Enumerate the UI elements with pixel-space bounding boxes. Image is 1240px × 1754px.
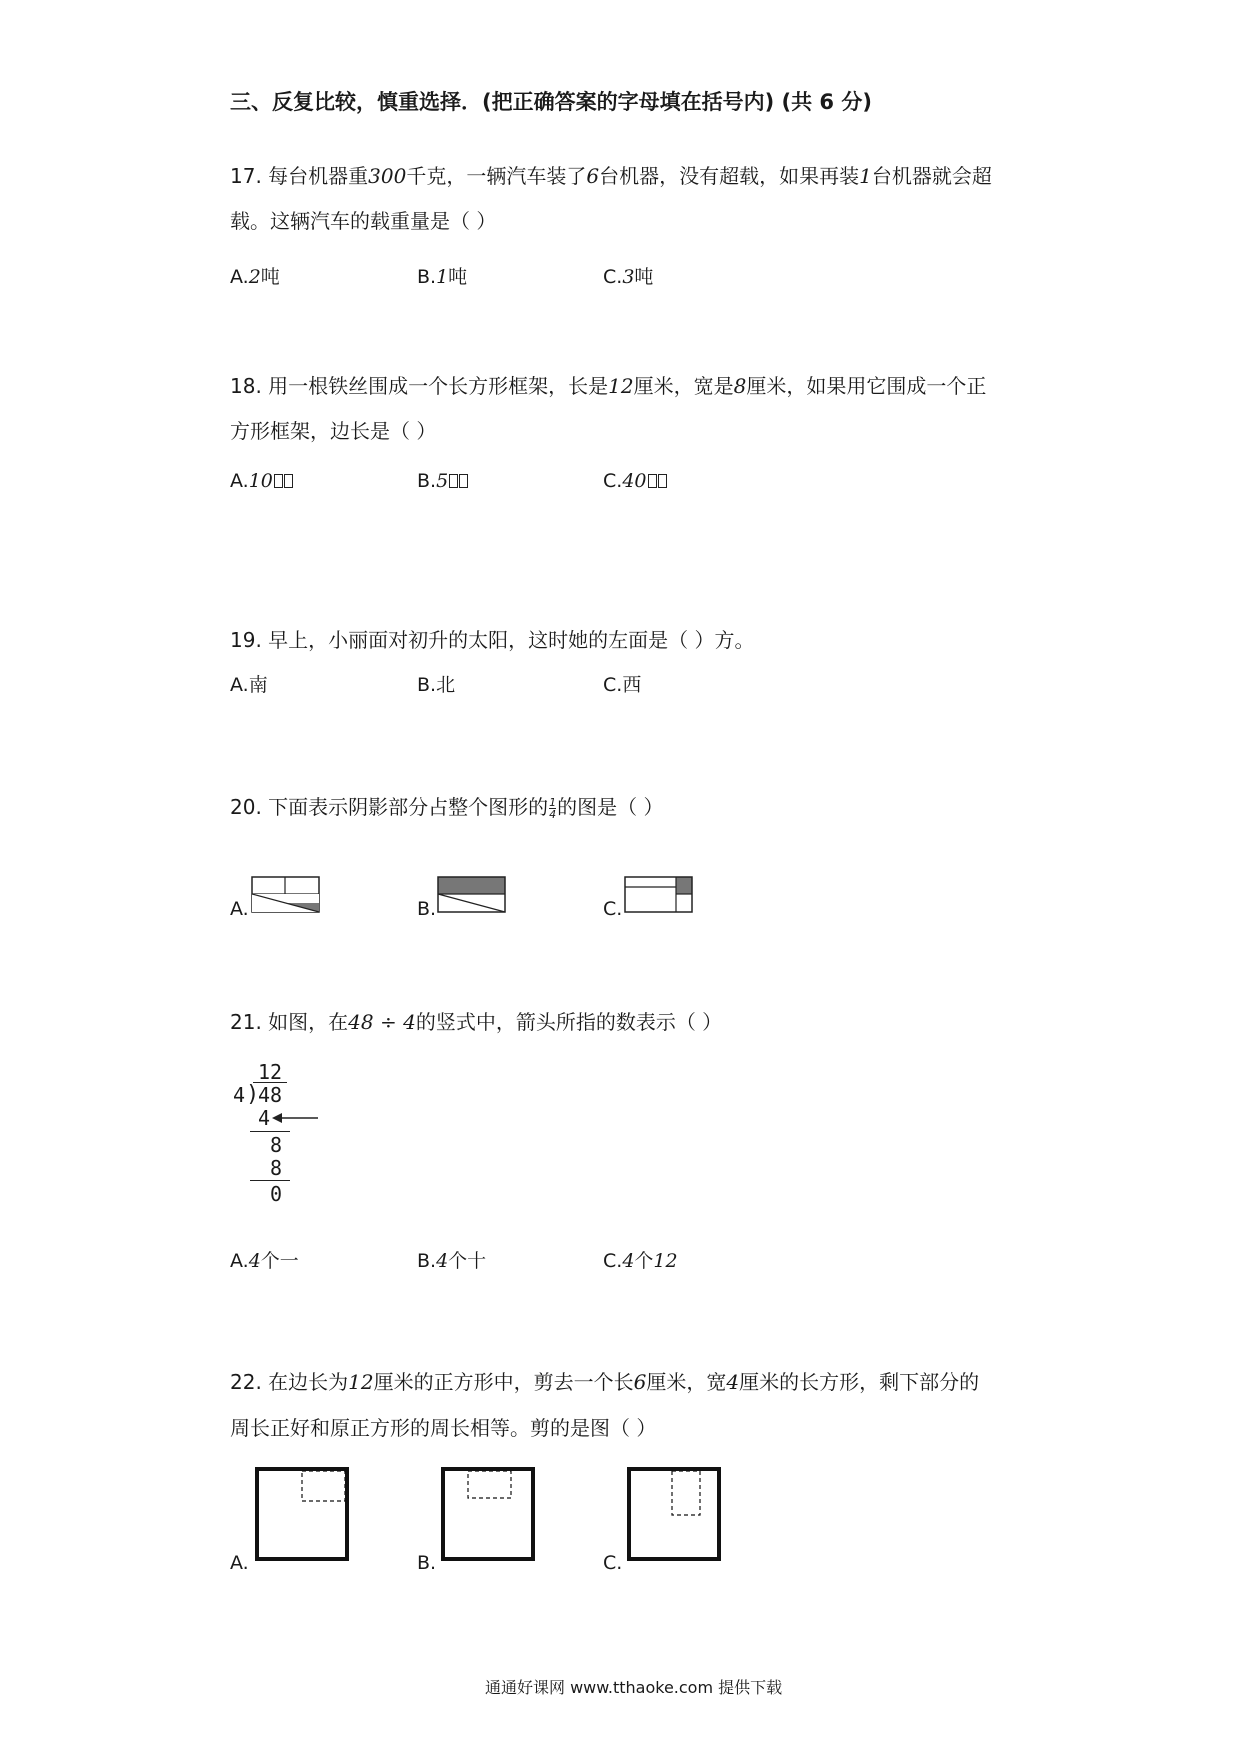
q18-text-a: 18. 用一根铁丝围成一个长方形框架，长是: [230, 374, 609, 398]
question-22-line-2: 周长正好和原正方形的周长相等。剪的是图（ ）: [230, 1416, 657, 1440]
q21-option-c[interactable]: C.4个12: [603, 1250, 678, 1272]
division-bracket: ): [246, 1082, 260, 1107]
q21-text-a: 21. 如图，在: [230, 1010, 349, 1034]
division-dividend: 48: [258, 1083, 283, 1107]
division-underline-1: [250, 1131, 290, 1132]
q22-option-b-label[interactable]: B.: [417, 1552, 437, 1574]
q22-text-d: 厘米的长方形，剩下部分的: [739, 1370, 980, 1394]
q17-text-d: 台机器就会超: [871, 164, 992, 188]
q18-option-a[interactable]: A.10: [230, 470, 293, 492]
missing-glyph-icon: [459, 474, 468, 488]
q22-number-1: 12: [348, 1370, 374, 1394]
q20-text-b: 的图是（ ）: [557, 795, 664, 819]
q22-number-3: 4: [726, 1370, 740, 1394]
q17-option-c[interactable]: C.3吨: [603, 266, 654, 288]
q20-option-c-label[interactable]: C.: [603, 898, 623, 920]
q21-text-b: 的竖式中，箭头所指的数表示（ ）: [415, 1010, 723, 1034]
arrow-left-icon: [270, 1111, 320, 1125]
q17-text-c: 台机器，没有超载，如果再装: [599, 164, 860, 188]
q20-figure-c[interactable]: [624, 876, 694, 914]
division-quotient: 12: [258, 1060, 283, 1084]
q19-option-b[interactable]: B.北: [417, 674, 456, 696]
division-step-2: 8: [270, 1133, 283, 1157]
question-22-line-1: [230, 1366, 979, 1395]
q18-option-b[interactable]: B.5: [417, 470, 468, 492]
q20-option-a-label[interactable]: A.: [230, 898, 249, 920]
q20-text-a: 20. 下面表示阴影部分占整个图形的: [230, 795, 549, 819]
q22-text-c: 厘米，宽: [646, 1370, 727, 1394]
q17-text-a: 17. 每台机器重: [230, 164, 369, 188]
missing-glyph-icon: [648, 474, 657, 488]
q19-option-c[interactable]: C.西: [603, 674, 642, 696]
question-20: [230, 791, 664, 820]
q17-number-3: 1: [859, 164, 872, 188]
q17-option-b[interactable]: B.1吨: [417, 266, 468, 288]
q21-option-a[interactable]: A.4个一: [230, 1250, 299, 1272]
section-title: 三、反复比较，慎重选择．(把正确答案的字母填在括号内) (共 6 分): [230, 90, 872, 114]
q22-figure-b[interactable]: [440, 1466, 536, 1564]
division-step-1: 4: [258, 1106, 271, 1130]
question-18-line-2: 方形框架，边长是（ ）: [230, 419, 437, 443]
q21-option-b[interactable]: B.4个十: [417, 1250, 487, 1272]
q17-number-2: 6: [586, 164, 600, 188]
question-19: 19. 早上，小丽面对初升的太阳，这时她的左面是（ ）方。: [230, 628, 755, 652]
q18-number-2: 8: [733, 374, 747, 398]
division-underline-2: [250, 1180, 290, 1181]
q18-text-c: 厘米，如果用它围成一个正: [746, 374, 987, 398]
fraction-denominator: 4: [549, 808, 557, 821]
q22-text-b: 厘米的正方形中，剪去一个长: [373, 1370, 634, 1394]
q22-option-a-label[interactable]: A.: [230, 1552, 249, 1574]
division-remainder: 0: [270, 1182, 283, 1206]
division-step-3: 8: [270, 1156, 283, 1180]
q22-figure-c[interactable]: [626, 1466, 722, 1564]
q17-text-b: 千克，一辆汽车装了: [406, 164, 587, 188]
question-18-line-1: [230, 370, 986, 399]
q20-option-b-label[interactable]: B.: [417, 898, 437, 920]
q22-text-a: 22. 在边长为: [230, 1370, 349, 1394]
q18-number-1: 12: [608, 374, 634, 398]
missing-glyph-icon: [658, 474, 667, 488]
question-17-line-2: 载。这辆汽车的载重量是（ ）: [230, 209, 497, 233]
q22-figure-a[interactable]: [254, 1466, 350, 1564]
question-21: [230, 1006, 722, 1035]
missing-glyph-icon: [284, 474, 293, 488]
fraction: [549, 797, 556, 820]
q17-number-1: 300: [368, 164, 407, 188]
missing-glyph-icon: [274, 474, 283, 488]
footer-text: 通通好课网 www.tthaoke.com 提供下载: [485, 1678, 783, 1697]
q20-figure-a[interactable]: [251, 876, 321, 914]
fraction-numerator: 1: [549, 796, 557, 809]
q22-number-2: 6: [633, 1370, 647, 1394]
question-17-line-1: [230, 160, 992, 189]
q18-option-c[interactable]: C.40: [603, 470, 667, 492]
missing-glyph-icon: [449, 474, 458, 488]
q21-expression: 48 ÷ 4: [348, 1010, 416, 1034]
division-divisor: 4: [233, 1083, 246, 1107]
q22-option-c-label[interactable]: C.: [603, 1552, 623, 1574]
q17-option-a[interactable]: A.2吨: [230, 266, 280, 288]
q20-figure-b[interactable]: [437, 876, 507, 914]
q18-text-b: 厘米，宽是: [633, 374, 734, 398]
q19-option-a[interactable]: A.南: [230, 674, 268, 696]
